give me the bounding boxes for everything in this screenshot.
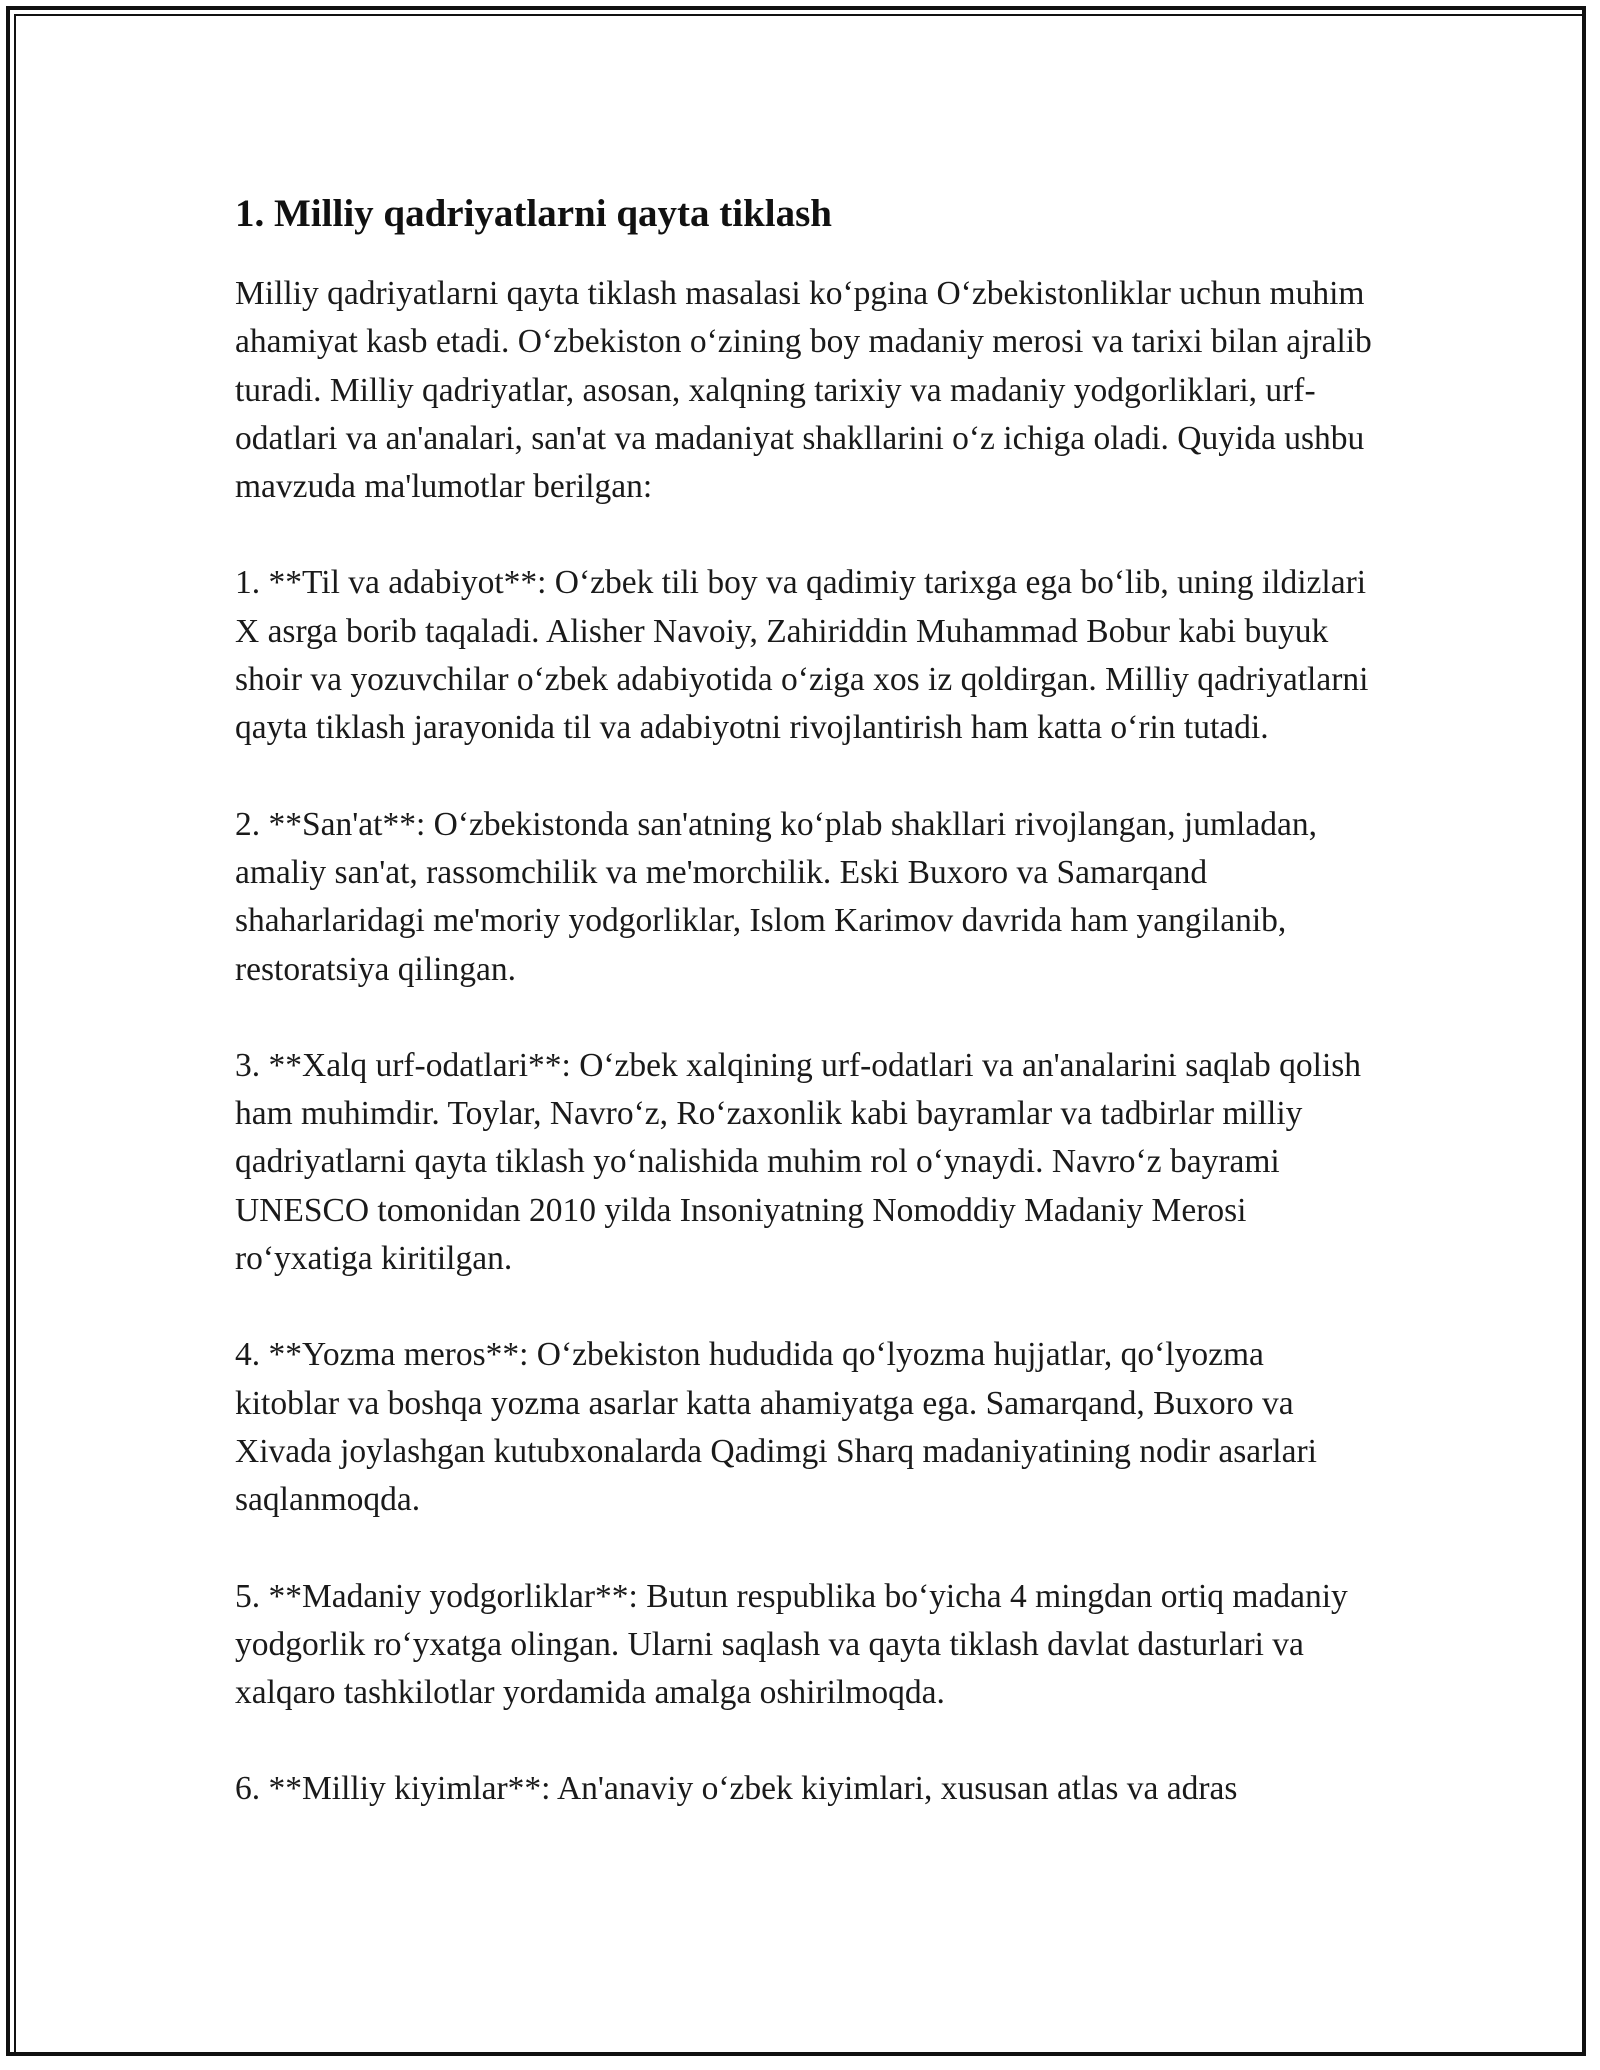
document-body bbox=[235, 186, 1375, 1814]
paragraph-sanat: 2. **San'at**: O‘zbekistonda san'atning ko‘plab shakllari rivojlangan, jumladan, amaliy san'at, rassomchilik va me'morchilik. Eski Buxoro va Samarqand shaharlaridagi me'moriy yodgorliklar, Islom Karimov davrida ham yangilanib, restoratsiya qilingan. bbox=[235, 805, 1317, 988]
intro-paragraph: Milliy qadriyatlarni qayta tiklash masalasi ko‘pgina O‘zbekistonliklar uchun muhim ahamiyat kasb etadi. O‘zbekiston o‘zining boy madaniy merosi va tarixi bilan ajralib turadi. Milliy qadriyatlar, asosan, xalqning tarixiy va madaniy yodgorliklari, urf-odatlari va an'analari, san'at va madaniyat shakllarini o‘z ichiga oladi. Quyida ushbu mavzuda ma'lumotlar berilgan: bbox=[235, 275, 1372, 506]
paragraph-til-va-adabiyot: 1. **Til va adabiyot**: O‘zbek tili boy va qadimiy tarixga ega bo‘lib, uning ildizlari X asrga borib taqaladi. Alisher Navoiy, Zahiriddin Muhammad Bobur kabi buyuk shoir va yozuvchilar o‘zbek adabiyotida o‘ziga xos iz qoldirgan. Milliy qadriyatlarni qayta tiklash jarayonida til va adabiyotni rivojlantirish ham katta o‘rin tutadi. bbox=[235, 564, 1369, 747]
paragraph-xalq-urf-odatlari: 3. **Xalq urf-odatlari**: O‘zbek xalqining urf-odatlari va an'analarini saqlab qolish ham muhimdir. Toylar, Navro‘z, Ro‘zaxonlik kabi bayramlar va tadbirlar milliy qadriyatlarni qayta tiklash yo‘nalishida muhim rol o‘ynaydi. Navro‘z bayrami UNESCO tomonidan 2010 yilda Insoniyatning Nomoddiy Madaniy Merosi ro‘yxatiga kiritilgan. bbox=[235, 1046, 1362, 1278]
paragraph-milliy-kiyimlar: 6. **Milliy kiyimlar**: An'anaviy o‘zbek kiyimlari, xususan atlas va adras bbox=[235, 1770, 1238, 1808]
document-title: 1. Milliy qadriyatlarni qayta tiklash bbox=[235, 192, 832, 235]
paragraph-yozma-meros: 4. **Yozma meros**: O‘zbekiston hududida qo‘lyozma hujjatlar, qo‘lyozma kitoblar va boshqa yozma asarlar katta ahamiyatga ega. Samarqand, Buxoro va Xivada joylashgan kutubxonalarda Qadimgi Sharq madaniyatining nodir asarlari saqlanmoqda. bbox=[235, 1336, 1317, 1519]
paragraph-madaniy-yodgorliklar: 5. **Madaniy yodgorliklar**: Butun respublika bo‘yicha 4 mingdan ortiq madaniy yodgorlik ro‘yxatga olingan. Ularni saqlash va qayta tiklash davlat dasturlari va xalqaro tashkilotlar yordamida amalga oshirilmoqda. bbox=[235, 1577, 1348, 1712]
